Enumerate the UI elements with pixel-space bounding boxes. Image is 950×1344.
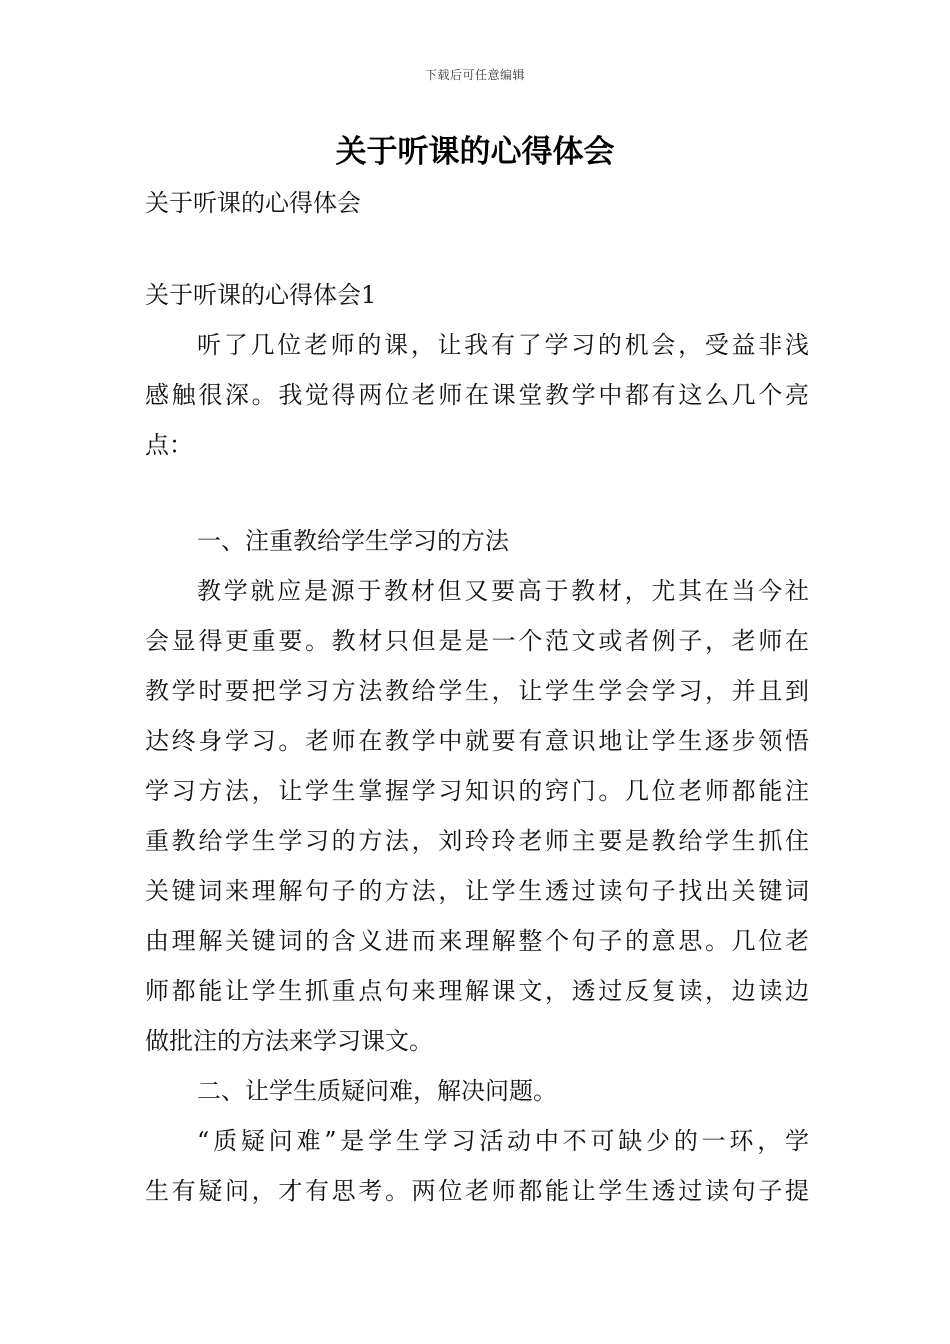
paragraph-line: 感触很深。我觉得两位老师在课堂教学中都有这么几个亮 <box>145 381 809 409</box>
paragraph-line: 教学时要把学习方法教给学生，让学生学会学习，并且到 <box>145 677 809 705</box>
paragraph-line: 关键词来理解句子的方法，让学生透过读句子找出关键词 <box>145 877 809 905</box>
paragraph-line: 教学就应是源于教材但又要高于教材，尤其在当今社 <box>197 577 809 605</box>
document-title: 关于听课的心得体会 <box>335 134 615 170</box>
paragraph-line: 生有疑问，才有思考。两位老师都能让学生透过读句子提 <box>145 1177 809 1205</box>
intro-paragraph <box>145 320 809 470</box>
paragraph-line: 会显得更重要。教材只但是是一个范文或者例子，老师在 <box>145 627 809 655</box>
paragraph-line: 做批注的方法来学习课文。 <box>145 1027 433 1055</box>
paragraph-line: 点： <box>145 431 193 459</box>
section-heading: 关于听课的心得体会1 <box>145 281 377 309</box>
point2-paragraph <box>145 1116 809 1216</box>
paragraph-line: 学习方法，让学生掌握学习知识的窍门。几位老师都能注 <box>145 777 809 805</box>
point1-heading: 一、注重教给学生学习的方法 <box>197 527 509 555</box>
paragraph-line: 师都能让学生抓重点句来理解课文，透过反复读，边读边 <box>145 977 809 1005</box>
paragraph-line: “质疑问难”是学生学习活动中不可缺少的一环，学 <box>197 1127 809 1155</box>
point2-heading: 二、让学生质疑问难，解决问题。 <box>197 1077 557 1105</box>
point1-paragraph <box>145 566 809 1066</box>
subtitle: 关于听课的心得体会 <box>145 189 361 217</box>
paragraph-line: 听了几位老师的课，让我有了学习的机会，受益非浅 <box>197 331 809 359</box>
blank-line <box>145 470 809 516</box>
header-note: 下载后可任意编辑 <box>424 68 525 82</box>
paragraph-line: 重教给学生学习的方法，刘玲玲老师主要是教给学生抓住 <box>145 827 809 855</box>
paragraph-line: 由理解关键词的含义进而来理解整个句子的意思。几位老 <box>145 927 809 955</box>
document-body <box>145 178 809 1216</box>
paragraph-line: 达终身学习。老师在教学中就要有意识地让学生逐步领悟 <box>145 727 809 755</box>
